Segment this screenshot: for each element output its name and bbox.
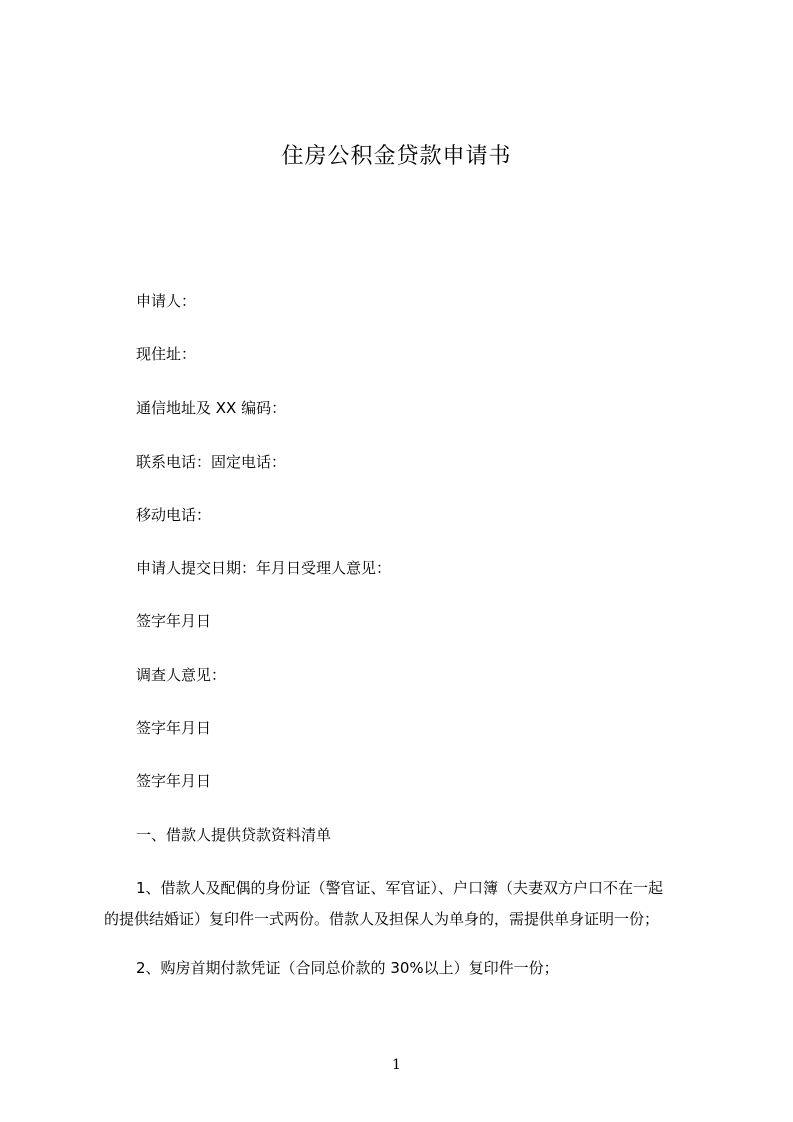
list-item-1-line-2: 的提供结婚证）复印件一式两份。借款人及担保人为单身的，需提供单身证明一份； bbox=[104, 910, 660, 928]
field-phone-mobile: 移动电话： bbox=[136, 506, 212, 524]
field-address: 现住址： bbox=[136, 345, 197, 363]
field-submit-date: 申请人提交日期：年月日受理人意见： bbox=[136, 559, 392, 577]
list-item-1 bbox=[104, 873, 704, 935]
field-signature-3: 签字年月日 bbox=[136, 772, 212, 790]
list-item-2: 2、购房首期付款凭证（合同总价款的 30%以上）复印件一份； bbox=[136, 959, 559, 977]
page-number: 1 bbox=[392, 1057, 401, 1073]
field-signature-2: 签字年月日 bbox=[136, 719, 212, 737]
field-applicant: 申请人： bbox=[136, 292, 197, 310]
list-item-1-line-1: 1、借款人及配偶的身份证（警官证、军官证）、户口簿（夫妻双方户口不在一起 bbox=[136, 879, 664, 897]
section-heading: 一、借款人提供贷款资料清单 bbox=[136, 826, 332, 844]
field-phone-fixed: 联系电话：固定电话： bbox=[136, 453, 287, 471]
field-postal-address: 通信地址及 XX 编码： bbox=[136, 399, 287, 417]
document-title: 住房公积金贷款申请书 bbox=[281, 144, 512, 169]
field-signature-1: 签字年月日 bbox=[136, 612, 212, 630]
field-investigator-opinion: 调查人意见： bbox=[136, 666, 227, 684]
